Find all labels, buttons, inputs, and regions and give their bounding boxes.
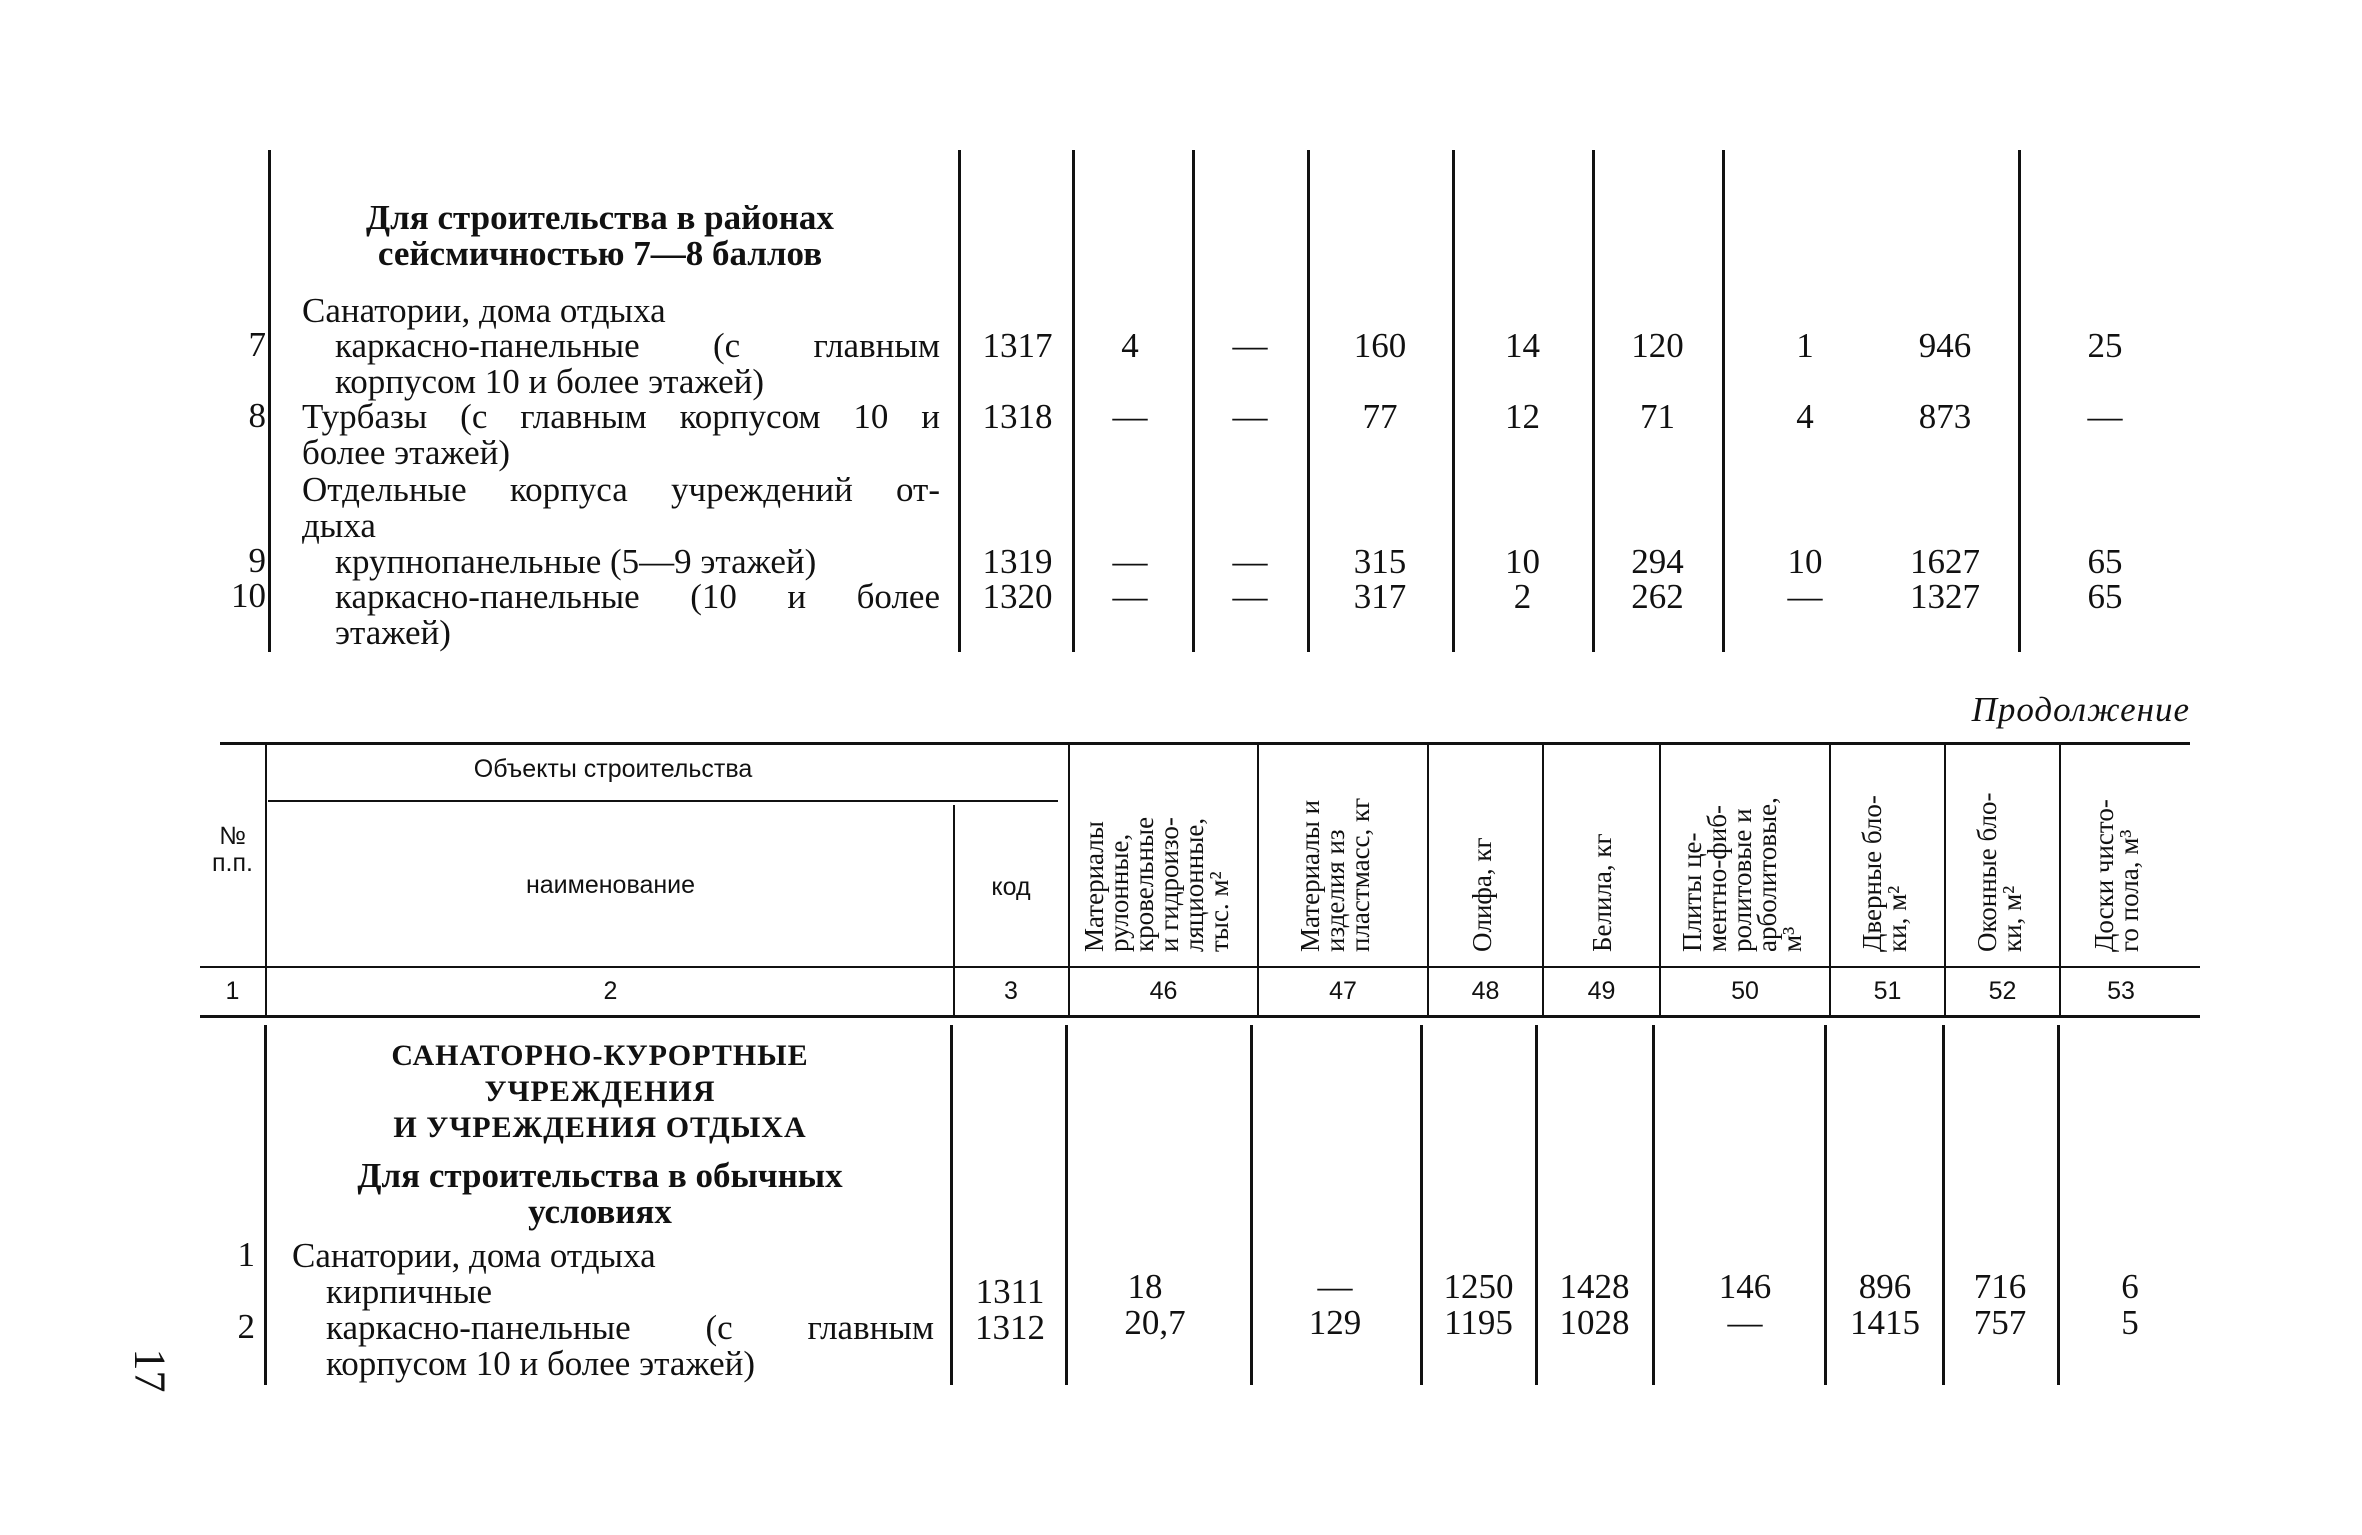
cell: 129 (1308, 1303, 1362, 1342)
column-number: 47 (1329, 977, 1357, 1005)
row-name: каркасно-панельные (с главным (335, 326, 940, 365)
rule (1722, 150, 1725, 652)
rule (2059, 745, 2061, 1015)
cell: 873 (1918, 397, 1972, 436)
cell: 20,7 (1124, 1303, 1186, 1342)
column-number: 49 (1587, 977, 1616, 1005)
cell: 1415 (1850, 1303, 1920, 1342)
row-name: корпусом 10 и более этажей) (335, 362, 765, 401)
continuation-label: Продолжение (1971, 690, 2190, 729)
cell: 160 (1353, 326, 1407, 365)
column-header: Дверные бло- ки, м² (1857, 795, 1912, 952)
rule (1944, 745, 1946, 1015)
rule (1652, 1025, 1655, 1385)
column-header: Олифа, кг (1467, 837, 1497, 952)
cell: 12 (1505, 397, 1540, 436)
cell: — (1112, 542, 1148, 581)
group-title: дыха (302, 506, 376, 545)
cell: 946 (1918, 326, 1972, 365)
row-name: каркасно-панельные (10 и более (335, 577, 940, 616)
column-number: 1 (225, 977, 240, 1005)
section-heading: УЧРЕЖДЕНИЯ (484, 1075, 716, 1108)
cell: — (1232, 326, 1268, 365)
column-number: 48 (1471, 977, 1500, 1005)
column-header: Оконные бло- ки, м² (1972, 792, 2027, 952)
section-heading: Для строительства в обычных (357, 1156, 843, 1195)
row-code: 1312 (975, 1308, 1045, 1347)
cell: 1195 (1444, 1303, 1513, 1342)
row-name: кирпичные (326, 1272, 493, 1311)
cell: 716 (1973, 1267, 2027, 1306)
cell: — (1232, 397, 1268, 436)
row-name: Турбазы (с главным корпусом 10 и (302, 397, 940, 436)
cell: 1 (1796, 326, 1814, 365)
rule (1068, 745, 1070, 1015)
row-name: этажей) (335, 613, 451, 652)
column-header: Плиты це- ментно-фиб- ролитовые и арболитовые, м³ (1677, 797, 1807, 952)
cell: 1327 (1910, 577, 1980, 616)
rule (2057, 1025, 2060, 1385)
rule (958, 150, 961, 652)
rule (268, 800, 1058, 802)
section-heading: Для строительства в районах (366, 198, 834, 237)
column-header: Материалы и изделия из пластмасс, кг (1295, 797, 1375, 952)
row-name: каркасно-панельные (с главным (326, 1308, 934, 1347)
cell: 65 (2087, 577, 2123, 616)
rule (1307, 150, 1310, 652)
column-number: 46 (1149, 977, 1178, 1005)
cell: 315 (1353, 542, 1407, 581)
column-number: 52 (1988, 977, 2017, 1005)
rule (220, 742, 2190, 745)
row-number: 10 (231, 576, 266, 615)
row-code: 1318 (982, 397, 1053, 436)
rule (1824, 1025, 1827, 1385)
column-number: 50 (1731, 977, 1759, 1005)
section-heading: И УЧРЕЖДЕНИЯ ОТДЫХА (393, 1111, 807, 1144)
rule (265, 745, 267, 1015)
cell: — (1112, 397, 1148, 436)
cell: 1250 (1443, 1267, 1514, 1306)
name-label: наименование (525, 871, 696, 899)
rule (2018, 150, 2021, 652)
cell: 77 (1362, 397, 1398, 436)
row-code: 1317 (982, 326, 1053, 365)
cell: 10 (1787, 542, 1823, 581)
cell: — (1787, 577, 1823, 616)
row-number: 8 (248, 396, 266, 435)
cell: 317 (1353, 577, 1407, 616)
row-code: 1319 (982, 542, 1053, 581)
rule (1829, 745, 1831, 1015)
objects-label: Объекты строительства (473, 755, 753, 783)
column-number: 51 (1873, 977, 1902, 1005)
column-header: Материалы рулонные, кровельные и гидроизо- ляционные, тыс. м² (1079, 816, 1234, 952)
rule (950, 1025, 953, 1385)
row-code: 1320 (982, 577, 1053, 616)
rule (1065, 1025, 1068, 1385)
rule (1542, 745, 1544, 1015)
column-number: 3 (1004, 977, 1018, 1005)
code-label: код (991, 873, 1031, 901)
rule (953, 805, 955, 1015)
cell: 5 (2121, 1303, 2139, 1342)
column-header: Белила, кг (1587, 833, 1617, 952)
section-heading: САНАТОРНО-КУРОРТНЫЕ (391, 1039, 809, 1072)
rule (268, 150, 271, 652)
cell: 2 (1513, 577, 1532, 616)
cell: — (1232, 542, 1268, 581)
column-number: 2 (603, 977, 618, 1005)
row-name: крупнопанельные (5—9 этажей) (335, 542, 817, 581)
rule (1250, 1025, 1253, 1385)
cell: — (1727, 1303, 1763, 1342)
row-name: более этажей) (302, 433, 511, 472)
group-title: Отдельные корпуса учреждений от- (302, 470, 940, 509)
row-code: 1311 (975, 1272, 1045, 1311)
row-number: 7 (248, 325, 266, 364)
column-number: 53 (2107, 977, 2135, 1005)
cell: — (1112, 577, 1148, 616)
rule (1072, 150, 1075, 652)
rule (200, 966, 2200, 968)
row-number: 9 (248, 541, 266, 580)
cell: 896 (1858, 1267, 1912, 1306)
rule (264, 1025, 267, 1385)
rule (200, 1015, 2200, 1018)
no-label: п.п. (212, 849, 253, 877)
cell: 4 (1121, 326, 1139, 365)
cell: 1627 (1910, 542, 1980, 581)
group-title: Санатории, дома отдыха (302, 291, 666, 330)
cell: 262 (1631, 577, 1684, 616)
cell: 71 (1640, 397, 1675, 436)
section-heading: сейсмичностью 7—8 баллов (377, 234, 823, 273)
cell: 18 (1127, 1267, 1163, 1306)
row-name: корпусом 10 и более этажей) (326, 1344, 756, 1383)
section-heading: условиях (528, 1192, 672, 1231)
cell: 4 (1796, 397, 1814, 436)
cell: — (2087, 397, 2123, 436)
cell: 757 (1973, 1303, 2027, 1342)
cell: 14 (1505, 326, 1540, 365)
cell: — (1232, 577, 1268, 616)
column-header: Доски чисто- го пола, м³ (2089, 799, 2144, 952)
cell: 146 (1718, 1267, 1772, 1306)
row-number: 1 (237, 1235, 255, 1274)
row-number: 2 (237, 1307, 255, 1346)
cell: — (1317, 1267, 1353, 1306)
cell: 65 (2087, 542, 2123, 581)
rule (1427, 745, 1429, 1015)
row-name: Санатории, дома отдыха (292, 1236, 656, 1275)
cell: 1028 (1559, 1303, 1630, 1342)
no-label: № (219, 822, 246, 850)
cell: 25 (2087, 326, 2123, 365)
cell: 294 (1631, 542, 1684, 581)
cell: 6 (2121, 1267, 2139, 1306)
rule (1257, 745, 1259, 1015)
cell: 10 (1505, 542, 1540, 581)
page-number: 17 (125, 1348, 175, 1393)
rule (1659, 745, 1661, 1015)
cell: 1428 (1559, 1267, 1630, 1306)
cell: 120 (1631, 326, 1684, 365)
